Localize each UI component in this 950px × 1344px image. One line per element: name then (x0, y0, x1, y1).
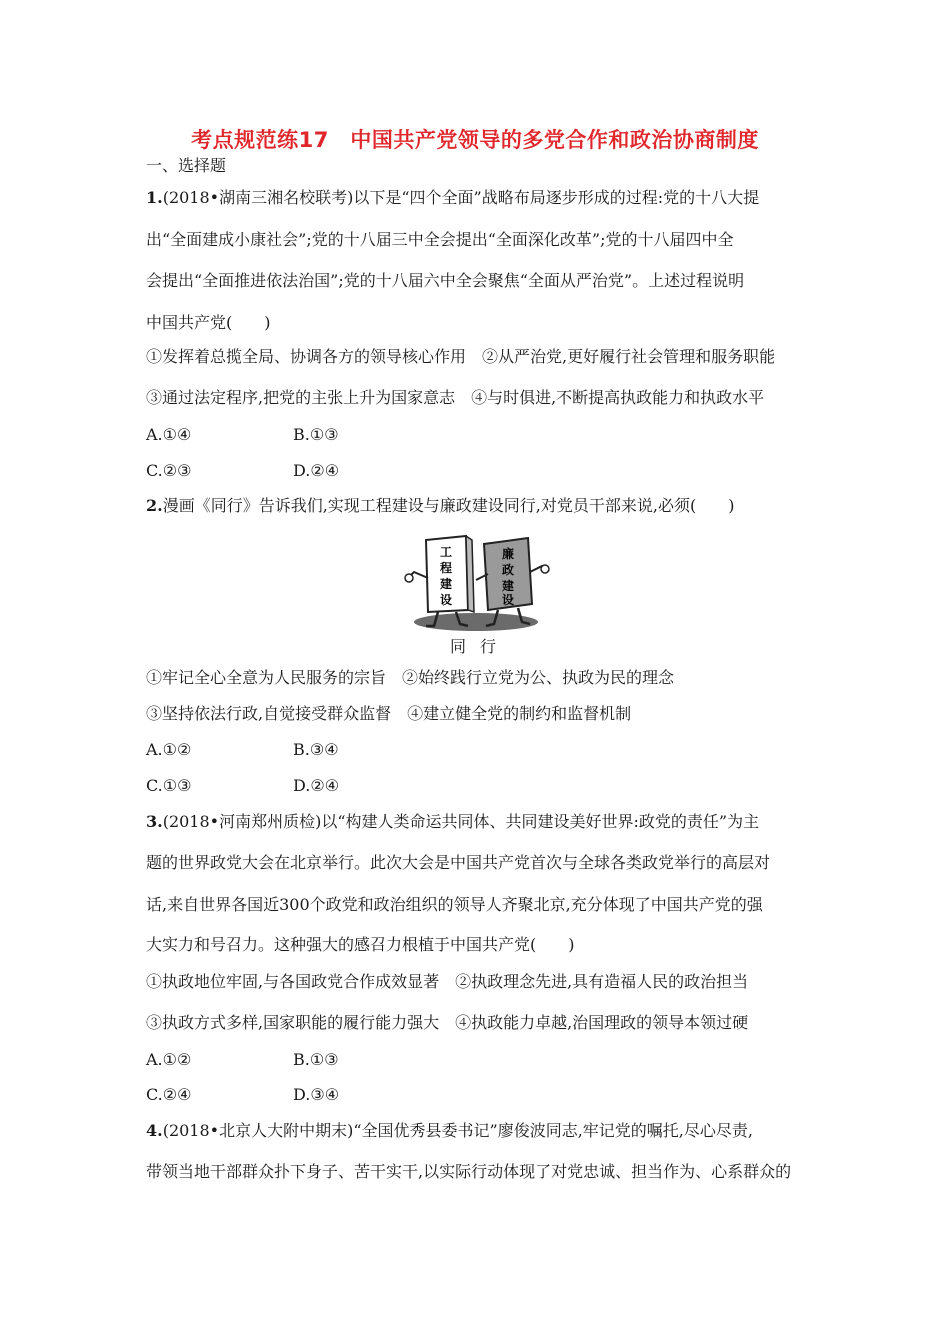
question-1-statement: ①发挥着总揽全局、协调各方的领导核心作用 ②从严治党,更好履行社会管理和服务职能 (146, 347, 776, 366)
option-a: A.①② (146, 740, 192, 759)
question-1-line: 会提出“全面推进依法治国”;党的十八届六中全会聚焦“全面从严治党”。上述过程说明 (146, 271, 745, 290)
question-1-line: 中国共产党( ) (146, 313, 271, 332)
right-sign-char: 廉 (501, 547, 515, 561)
question-2-statement: ③坚持依法行政,自觉接受群众监督 ④建立健全党的制约和监督机制 (146, 704, 632, 723)
question-3-statement: ①执政地位牢固,与各国政党合作成效显著 ②执政理念先进,具有造福人民的政治担当 (146, 972, 749, 991)
option-a: A.①② (146, 1050, 192, 1069)
option-d: D.②④ (293, 461, 340, 480)
left-sign-char: 设 (439, 593, 453, 607)
option-b: B.①③ (293, 425, 339, 444)
question-3-statement: ③执政方式多样,国家职能的履行能力强大 ④执政能力卓越,治国理政的领导本领过硬 (146, 1013, 749, 1032)
cartoon-caption: 同行 (450, 637, 511, 656)
question-number: 4. (146, 1121, 163, 1140)
question-3-line: 话,来自世界各国近300个政党和政治组织的领导人齐聚北京,充分体现了中国共产党的强 (146, 895, 763, 914)
question-number: 1. (146, 188, 163, 207)
right-sign-figure (476, 538, 549, 626)
left-sign-char: 工 (439, 545, 453, 559)
left-sign-char: 建 (439, 577, 453, 591)
left-sign-char: 程 (439, 561, 453, 575)
option-c: C.①③ (146, 776, 192, 795)
question-4-line: 4.(2018•北京人大附中期末)“全国优秀县委书记”廖俊波同志,牢记党的嘱托,尽心尽责, (146, 1121, 753, 1140)
question-1-line: 出“全面建成小康社会”;党的十八届三中全会提出“全面深化改革”;党的十八届四中全 (146, 230, 734, 249)
question-number: 3. (146, 812, 163, 831)
question-2-line: 2.漫画《同行》告诉我们,实现工程建设与廉政建设同行,对党员干部来说,必须( ) (146, 496, 735, 515)
right-sign-char: 设 (501, 593, 515, 607)
question-4-line: 带领当地干部群众扑下身子、苦干实干,以实际行动体现了对党忠诚、担当作为、心系群众的 (146, 1162, 792, 1181)
option-b: B.③④ (293, 740, 339, 759)
option-b: B.①③ (293, 1050, 339, 1069)
question-3-line: 题的世界政党大会在北京举行。此次大会是中国共产党首次与全球各类政党举行的高层对 (146, 853, 771, 872)
question-2-statement: ①牢记全心全意为人民服务的宗旨 ②始终践行立党为公、执政为民的理念 (146, 668, 675, 687)
question-3-line: 大实力和号召力。这种强大的感召力根植于中国共产党( ) (146, 935, 575, 954)
right-sign-char: 建 (501, 579, 515, 593)
left-sign-figure (405, 536, 474, 626)
option-c: C.②③ (146, 461, 192, 480)
page-title: 考点规范练17 中国共产党领导的多党合作和政治协商制度 (191, 128, 759, 152)
section-heading: 一、选择题 (146, 156, 227, 175)
cartoon-image (404, 534, 550, 634)
option-a: A.①④ (146, 425, 192, 444)
right-sign-char: 政 (501, 563, 515, 577)
option-d: D.②④ (293, 776, 340, 795)
question-1-line: 1.(2018•湖南三湘名校联考)以下是“四个全面”战略布局逐步形成的过程:党的十八大提 (146, 188, 760, 207)
option-d: D.③④ (293, 1085, 340, 1104)
option-c: C.②④ (146, 1085, 192, 1104)
question-number: 2. (146, 496, 163, 515)
question-1-statement: ③通过法定程序,把党的主张上升为国家意志 ④与时俱进,不断提高执政能力和执政水平 (146, 388, 765, 407)
question-3-line: 3.(2018•河南郑州质检)以“构建人类命运共同体、共同建设美好世界:政党的责任”为主 (146, 812, 760, 831)
